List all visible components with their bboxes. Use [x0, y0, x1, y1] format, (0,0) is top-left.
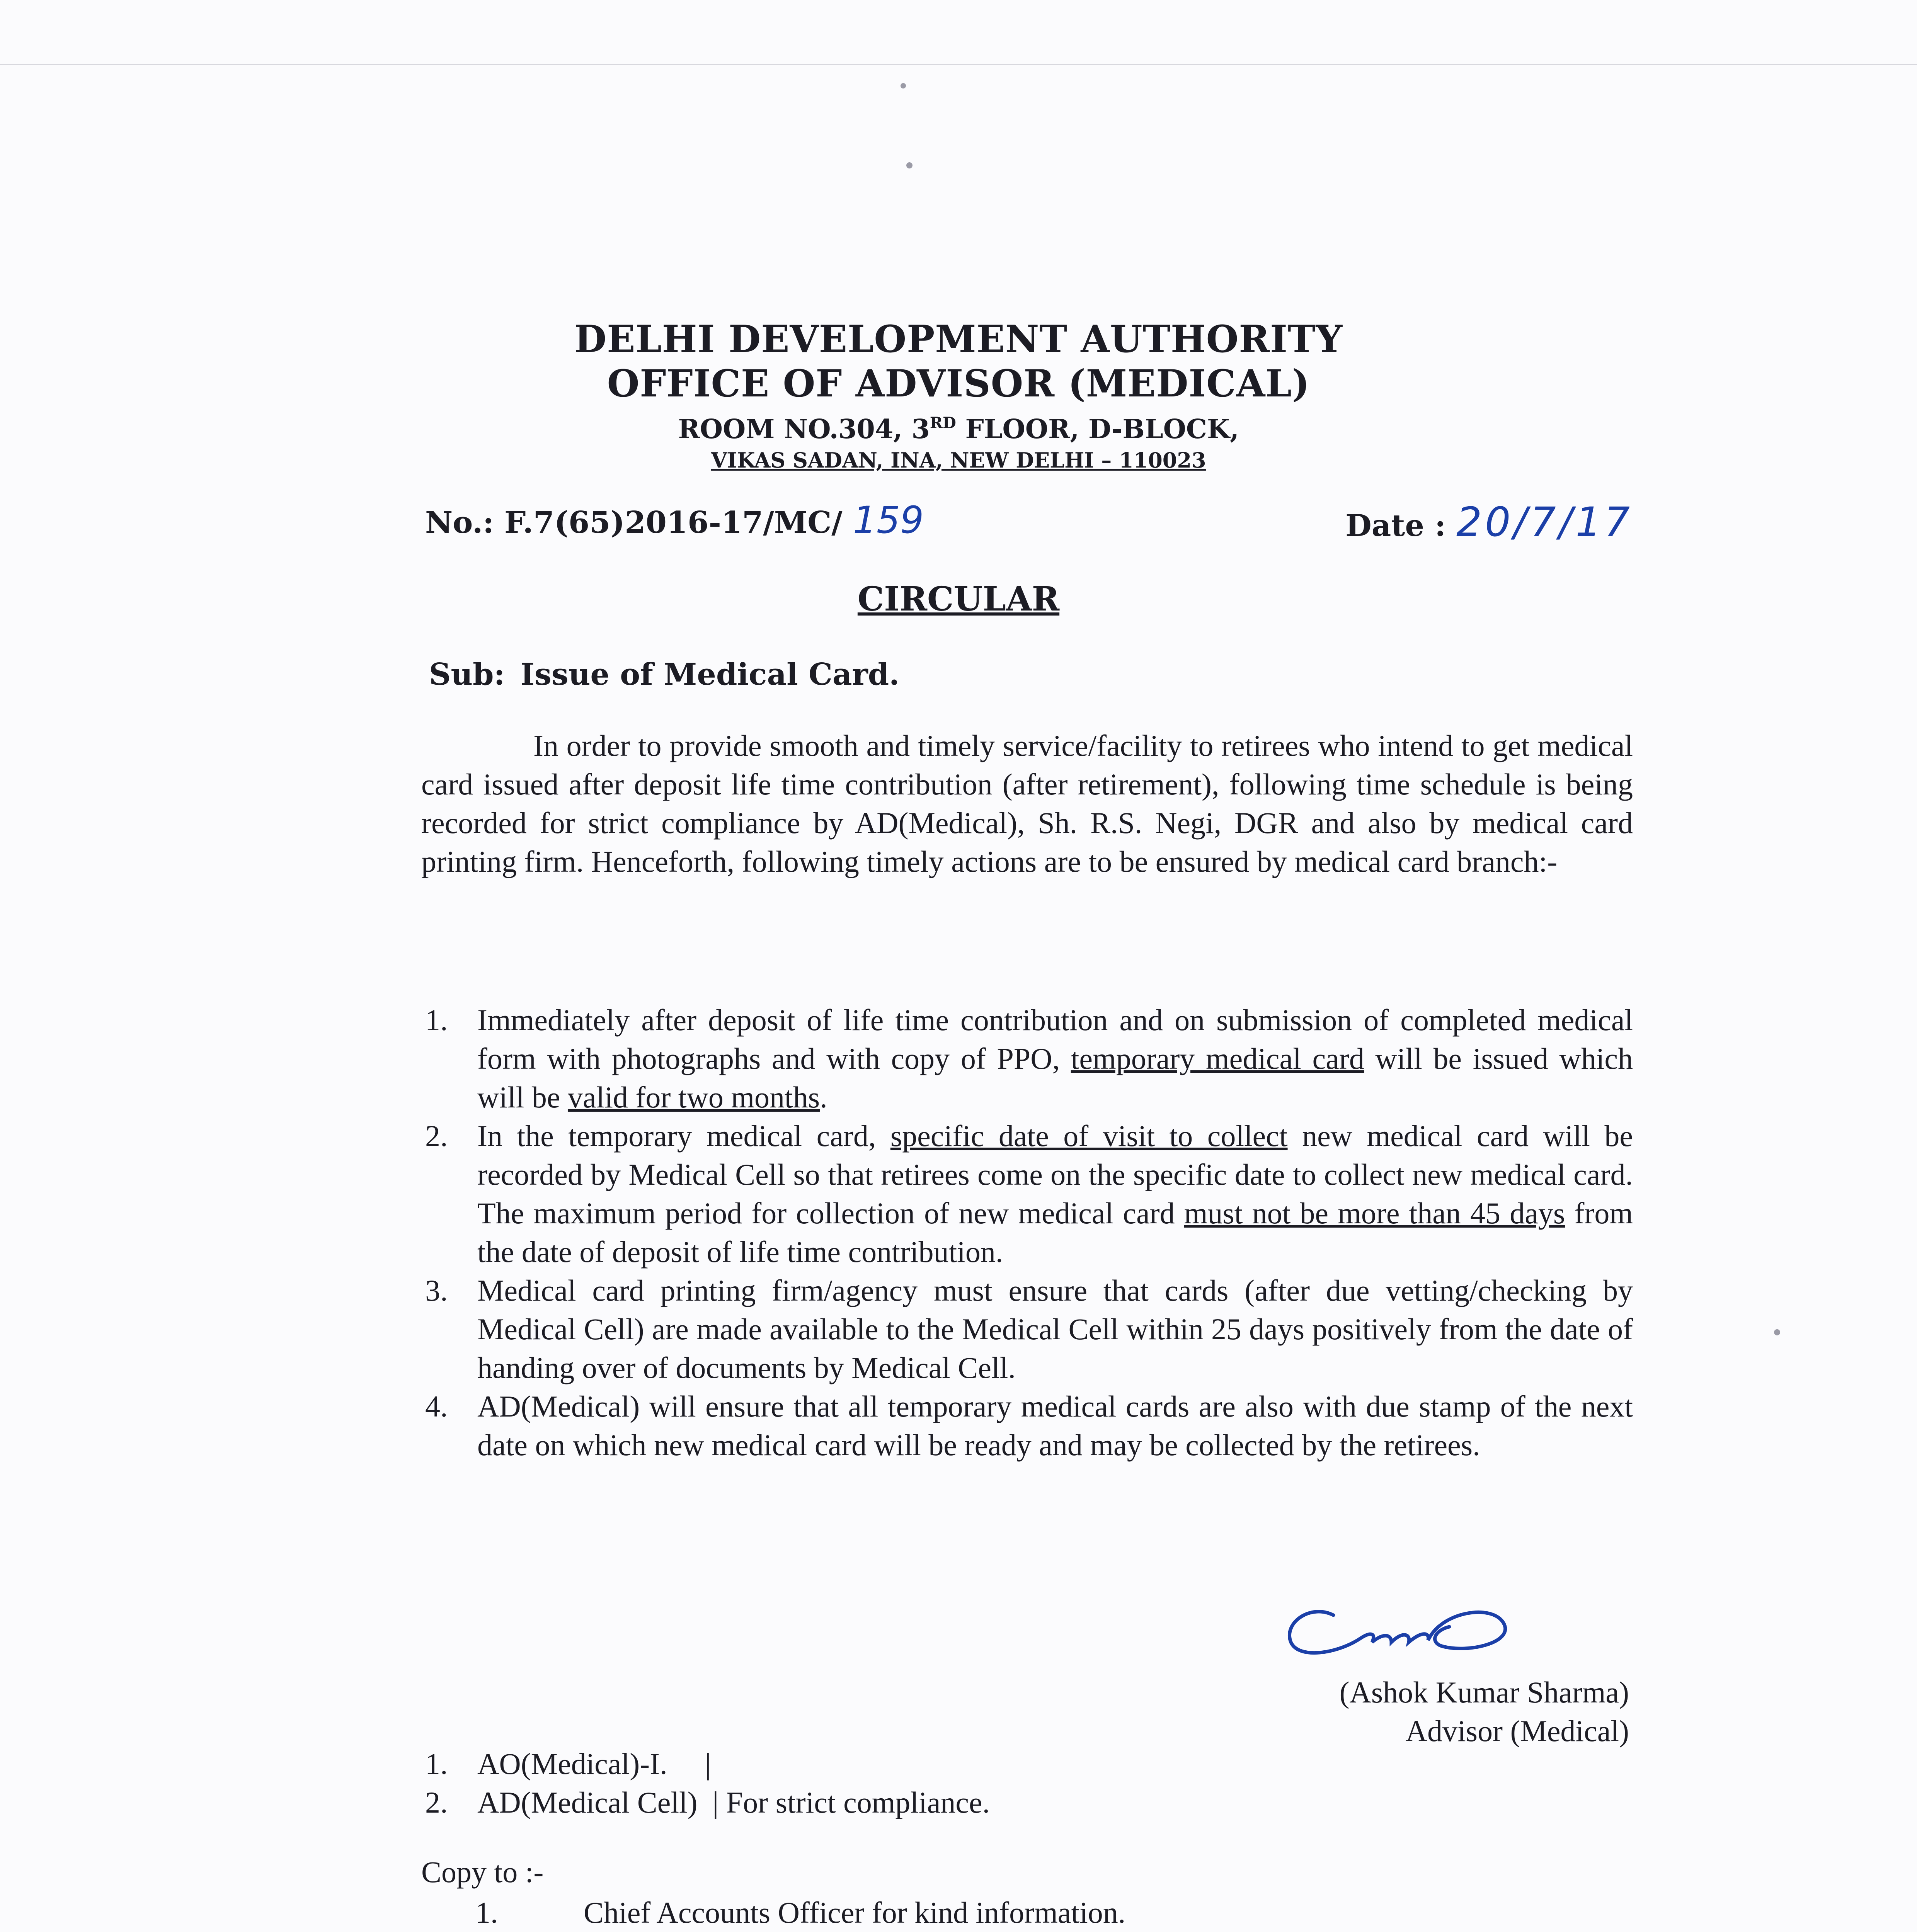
signature-image	[1275, 1588, 1523, 1665]
reference-number	[425, 498, 924, 542]
postal-address: VIKAS SADAN, INA, NEW DELHI – 110023	[711, 448, 1206, 473]
scan-edge-line	[0, 64, 1917, 65]
scan-speck	[906, 162, 913, 168]
list-item-number: 3.	[425, 1274, 448, 1307]
list-item	[421, 1745, 990, 1783]
point-text: Medical card printing firm/agency must ensure that cards (after due vetting/checking by Medical Cell) are made available to the Medical Cell within 25 days positively from the date of handing over of documents by Medical Cell.	[477, 1274, 1633, 1384]
point-underlined-text: specific date of visit to collect	[890, 1119, 1288, 1153]
list-item-number: 4.	[425, 1389, 448, 1423]
room-address	[0, 406, 1917, 447]
list-item-number: 2.	[425, 1786, 448, 1819]
list-item	[421, 1783, 990, 1822]
marked-to-text: AO(Medical)-I. |	[477, 1747, 711, 1781]
room-suffix: FLOOR, D-BLOCK,	[956, 414, 1239, 445]
subject-label: Sub:	[429, 657, 505, 692]
reference-number-label: No.: F.7(65)2016-17/MC/	[425, 505, 843, 540]
reference-line	[425, 491, 1633, 546]
point-text: .	[820, 1080, 827, 1114]
point-underlined-text: must not be more than 45 days	[1184, 1196, 1565, 1230]
signatory-designation: Advisor (Medical)	[1405, 1714, 1629, 1748]
list-item	[475, 1893, 1183, 1932]
reference-date	[1345, 498, 1633, 546]
list-item	[421, 1117, 1633, 1271]
list-item-number: 1.	[425, 1747, 448, 1781]
list-item-number: 2.	[425, 1119, 448, 1153]
date-label: Date :	[1345, 508, 1446, 543]
date-handwritten: 20/7/17	[1456, 498, 1633, 546]
subject-line	[429, 657, 899, 692]
reference-number-handwritten: 159	[853, 498, 924, 542]
room-prefix: ROOM NO.304, 3	[678, 414, 930, 445]
point-text: Immediately after deposit of life time contribution and on submission of completed medical form with photographs and with copy of PPO,	[477, 1003, 1633, 1075]
room-superscript: RD	[930, 414, 956, 432]
copy-to-text: Chief Accounts Officer for kind information.	[584, 1896, 1126, 1929]
office-name: OFFICE OF ADVISOR (MEDICAL)	[607, 362, 1310, 405]
document-title: CIRCULAR	[857, 580, 1060, 619]
point-text: will be issued which will be	[477, 1042, 1633, 1114]
copy-to-label: Copy to :-	[421, 1855, 544, 1889]
signatory-block	[1340, 1673, 1629, 1750]
copy-to-list	[475, 1893, 1183, 1932]
point-underlined-text: valid for two months	[567, 1080, 820, 1114]
list-item-number: 1.	[425, 1003, 448, 1037]
point-underlined-text: temporary medical card	[1071, 1042, 1364, 1075]
org-name: DELHI DEVELOPMENT AUTHORITY	[574, 317, 1343, 361]
list-item	[421, 1001, 1633, 1117]
list-item-number: 1.	[475, 1896, 498, 1929]
marked-to-text: AD(Medical Cell) | For strict compliance.	[477, 1786, 990, 1819]
list-item	[421, 1387, 1633, 1464]
action-points-list	[421, 1001, 1633, 1464]
list-item	[421, 1271, 1633, 1387]
point-text: AD(Medical) will ensure that all temporary medical cards are also with due stamp of the next date on which new medical card will be ready and may be collected by the retirees.	[477, 1389, 1633, 1462]
point-text: from the date of deposit of life time contribution.	[477, 1196, 1633, 1269]
point-text: In the temporary medical card,	[477, 1119, 890, 1153]
letterhead	[0, 317, 1917, 474]
point-text: new medical card will be recorded by Medical Cell so that retirees come on the specific date to collect new medical card. The maximum period for collection of new medical card	[477, 1119, 1633, 1230]
scan-speck	[1774, 1329, 1780, 1335]
intro-paragraph: In order to provide smooth and timely service/facility to retirees who intend to get medical card issued after deposit life time contribution (after retirement), following time schedule is being recorded for strict compliance by AD(Medical), Sh. R.S. Negi, DGR and also by medical card printing firm. Henceforth, following timely actions are to be ensured by medical card branch:-	[421, 729, 1633, 878]
signatory-name: (Ashok Kumar Sharma)	[1339, 1675, 1629, 1709]
subject-text: Issue of Medical Card.	[520, 657, 900, 692]
scan-speck	[901, 83, 906, 88]
marked-to-list	[421, 1745, 990, 1822]
